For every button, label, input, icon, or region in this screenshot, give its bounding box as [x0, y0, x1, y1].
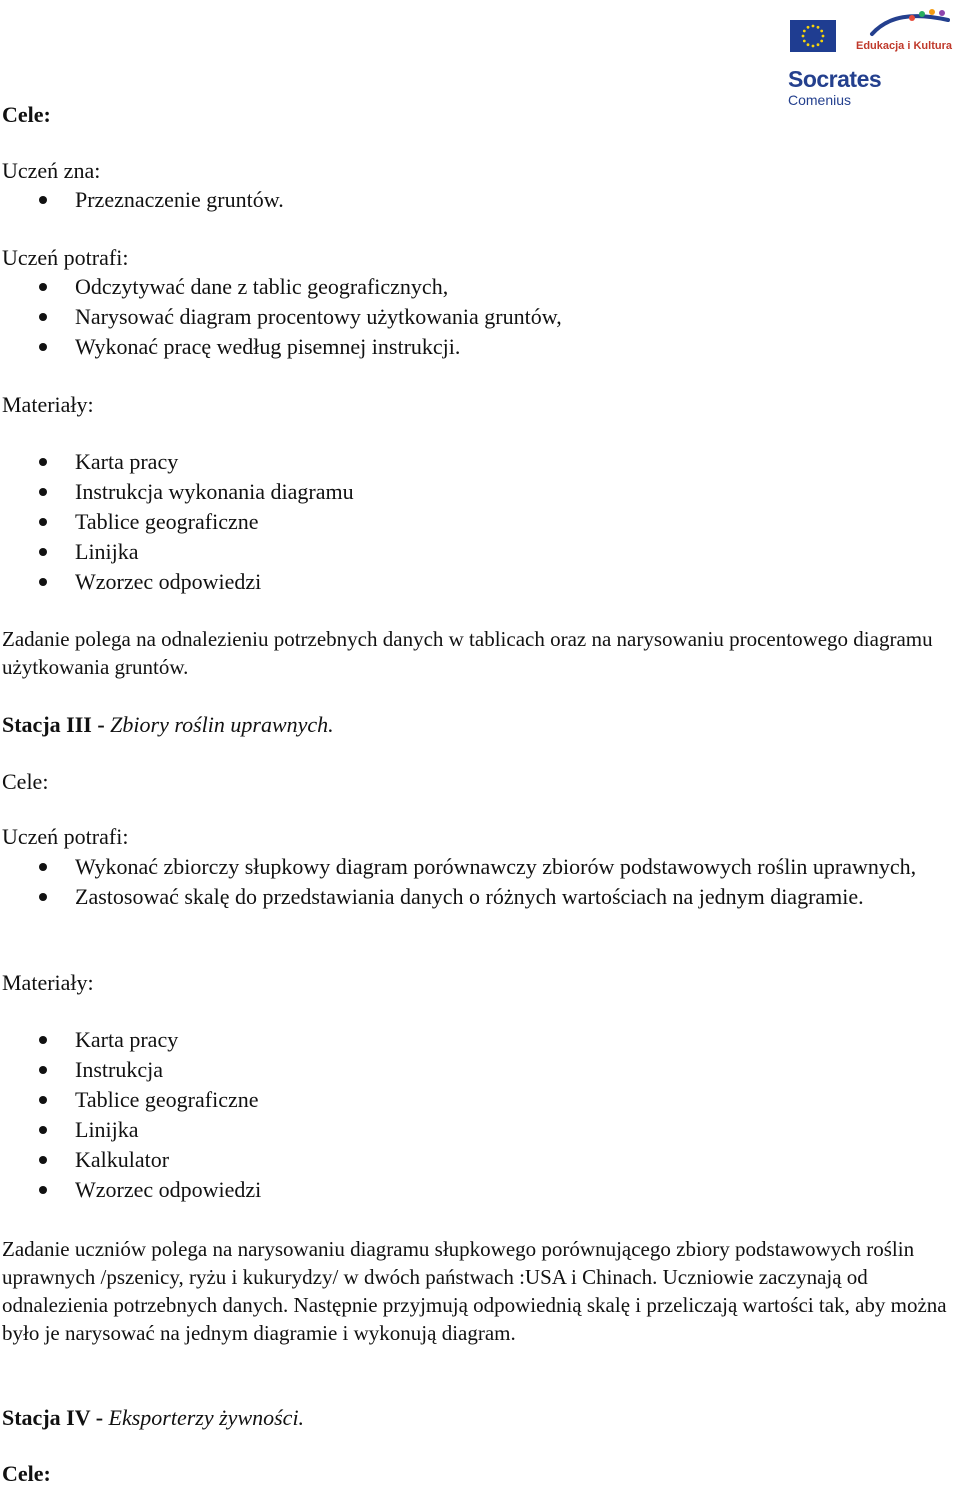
materialy-list — [40, 1026, 261, 1206]
zna-list — [40, 186, 284, 216]
list-item: Zastosować skalę do przedstawiania danych o różnych wartościach na jednym diagramie. — [40, 883, 920, 913]
program-name: Edukacja i Kultura — [856, 40, 952, 52]
materialy-heading: Materiały: — [2, 970, 94, 995]
swoosh-icon — [868, 6, 952, 40]
potrafi-label: Uczeń potrafi: — [2, 824, 129, 849]
cele-heading: Cele: — [2, 102, 51, 127]
potrafi-list — [40, 273, 562, 363]
materialy-heading: Materiały: — [2, 392, 94, 417]
potrafi-list — [40, 853, 920, 913]
list-item: Tablice geograficzne — [40, 1086, 261, 1116]
station-heading — [2, 711, 334, 739]
materialy-list — [40, 448, 354, 598]
list-item: Narysować diagram procentowy użytkowania gruntów, — [40, 303, 562, 333]
list-item: Instrukcja — [40, 1056, 261, 1086]
potrafi-label: Uczeń potrafi: — [2, 245, 129, 270]
task-paragraph: Zadanie uczniów polega na narysowaniu diagramu słupkowego porównującego zbiory podstawowych roślin uprawnych /pszenicy, ryżu i kukurydzy/ w dwóch państwach :USA i Chinach. Uczniowie zaczynają od odnalezienia potrzebnych danych. Następnie przyjmują odpowiednią skalę i przeliczają wartości tak, aby można było je narysować na jednym diagramie i wykonują diagram. — [2, 1237, 947, 1345]
list-item: Wzorzec odpowiedzi — [40, 1176, 261, 1206]
list-item: Tablice geograficzne — [40, 508, 354, 538]
list-item: Odczytywać dane z tablic geograficznych, — [40, 273, 562, 303]
list-item: Karta pracy — [40, 1026, 261, 1056]
zna-label: Uczeń zna: — [2, 158, 101, 183]
list-item: Wykonać zbiorczy słupkowy diagram porównawczy zbiorów podstawowych roślin uprawnych, — [40, 853, 920, 881]
station-heading — [2, 1404, 304, 1432]
station-label: Stacja III - — [2, 712, 111, 737]
logo-comenius: Comenius — [788, 92, 852, 108]
list-item: Karta pracy — [40, 448, 354, 478]
list-item: Wzorzec odpowiedzi — [40, 568, 354, 598]
eu-flag-icon — [790, 20, 836, 52]
list-item: Przeznaczenie gruntów. — [40, 186, 284, 216]
list-item: Kalkulator — [40, 1146, 261, 1176]
task-paragraph: Zadanie polega na odnalezieniu potrzebnych danych w tablicach oraz na narysowaniu procentowego diagramu użytkowania gruntów. — [2, 627, 933, 679]
station-title: Eksporterzy żywności. — [108, 1405, 305, 1430]
list-item: Linijka — [40, 1116, 261, 1146]
cele-heading: Cele: — [2, 1461, 51, 1486]
station-title: Zbiory roślin uprawnych. — [110, 712, 334, 737]
cele-heading: Cele: — [2, 769, 49, 794]
logo-socrates: Socrates — [788, 66, 882, 92]
station-label: Stacja IV - — [2, 1405, 109, 1430]
list-item: Linijka — [40, 538, 354, 568]
list-item: Instrukcja wykonania diagramu — [40, 478, 354, 508]
list-item: Wykonać pracę według pisemnej instrukcji. — [40, 333, 562, 363]
socrates-comenius-logo — [784, 2, 958, 112]
